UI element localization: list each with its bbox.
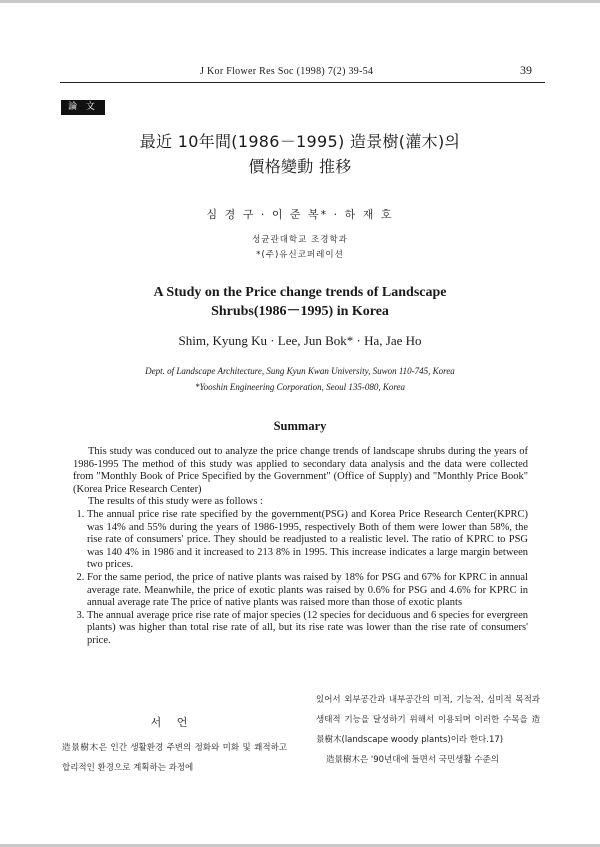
- english-title-line-2: Shrubs(1986－1995) in Korea: [211, 304, 389, 319]
- introduction-right-text-2: 造景樹木은 '90년대에 들면서 국민생활 수준의: [326, 755, 499, 765]
- english-title-line-1: A Study on the Price change trends of Landscape: [153, 285, 447, 300]
- top-border: [0, 0, 600, 3]
- english-affiliation-1: Dept. of Landscape Architecture, Sung Kyun Kwan University, Suwon 110-745, Korea: [145, 366, 455, 376]
- korean-title-line-2: 價格變動 推移: [248, 157, 352, 176]
- summary-paragraph-1: This study was conduced out to analyze the price change trends of landscape shrubs during the years of 1986-1995 The method of this study was applied to secondary data analysis and the data were collected from "Monthly Book of Price Specified by the Government" (Office of Supply) and "Monthly Price Book" (Korea Price Research Center): [73, 446, 528, 495]
- journal-citation: J Kor Flower Res Soc (1998) 7(2) 39-54: [200, 66, 374, 77]
- korean-affiliation-2: *(주)유신코퍼레이션: [256, 250, 344, 260]
- summary-result-item: 1. The annual price rise rate specified by the government(PSG) and Korea Price Research Center(KPRC) was 14% and 55% during the years of 1986-1995, respectively Both of them were lower than 58%, the rise rate of consumers' price. They should be readjusted to a realistic level. The ratio of KPRC to PSG was 140 4% in 1986 and it increased to 213 8% in 1995. This increase indicates a large margin between two prices.: [87, 509, 528, 572]
- introduction-right-text-1: 있어서 외부공간과 내부공간의 미적, 기능적, 심미적 목적과 생태적 기능을 달성하기 위해서 이용되며 이러한 수목을 造景樹木(landscape woody plants)이라 한다.17): [316, 695, 540, 745]
- introduction-heading: 서 언: [150, 716, 194, 729]
- introduction-left-text: 造景樹木은 인간 생활환경 주변의 정화와 미화 및 쾌적하고 합리적인 환경으로 계획하는 과정에: [62, 743, 287, 773]
- page-number: 39: [520, 63, 532, 77]
- introduction-right-column: [316, 690, 540, 770]
- english-affiliation-2: *Yooshin Engineering Corporation, Seoul 135-080, Korea: [194, 382, 406, 392]
- english-authors: Shim, Kyung Ku · Lee, Jun Bok* · Ha, Jae Ho: [178, 333, 422, 348]
- korean-title-line-1: 最近 10年間(1986－1995) 造景樹(灌木)의: [139, 132, 461, 151]
- article-type-tag: 論 文: [61, 100, 105, 115]
- summary-paragraph-2: The results of this study were as follows :: [88, 496, 263, 508]
- summary-result-item: 3. The annual average price rise rate of major species (12 species for deciduous and 6 species for evergreen plants) was higher than total rise rate of all, but its rise rate was lower than the rise rate of consumers' price.: [87, 610, 528, 648]
- korean-affiliation-1: 성균관대학교 조경학과: [252, 235, 348, 245]
- summary-heading: Summary: [273, 419, 327, 433]
- summary-results-list: [73, 509, 528, 648]
- summary-result-item: 2. For the same period, the price of native plants was raised by 18% for PSG and 67% for KPRC in annual average rate. Meanwhile, the price of exotic plants was raised by 0.6% for PSG and 4.6% for KPRC in annual average rate The price of native plants was raised more than those of exotic plants: [87, 572, 528, 610]
- korean-authors: 심 경 구 · 이 준 복* · 하 재 호: [206, 208, 394, 221]
- introduction-left-column: [62, 738, 287, 778]
- header-rule: [60, 82, 545, 83]
- summary-body: [73, 446, 528, 648]
